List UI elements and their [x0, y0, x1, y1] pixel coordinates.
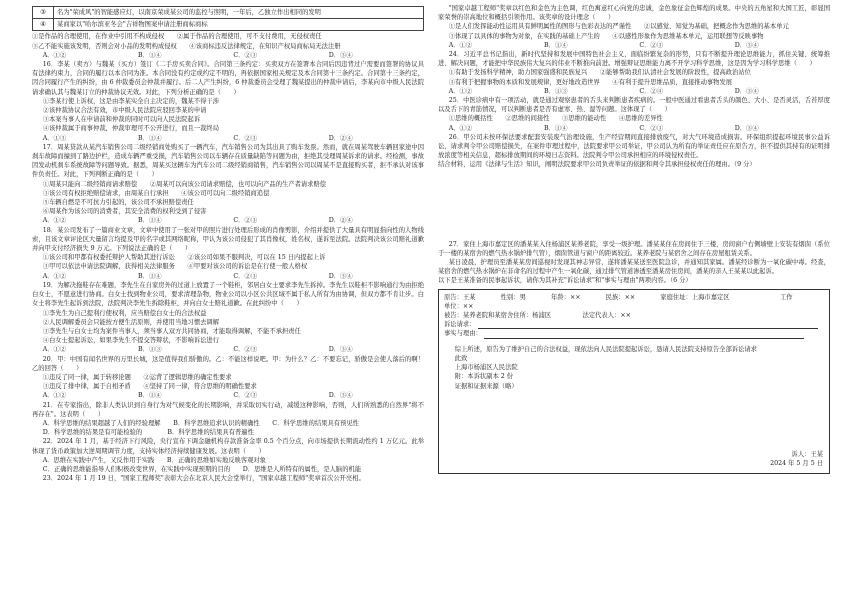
sign-date: 2024 年 5 月 5 日 — [770, 460, 823, 468]
table-row: ④ 某商家以"哈尔滨亚冬会"吉祥物图案申请注册商标商标 — [33, 19, 424, 31]
q23-options: ①是人们发挥能动性运用具有鲜明属性的图形与色彩表达的严谨性 ②以感觉、知觉为基础，把概念作为思维的基本单元 ③体现了以具体的事物为对象，在实践的基础上产生的 ④以感性形象作为思维基本单元，运用联想等反映事物 — [448, 23, 789, 40]
q23-stem: 23．2024 年 1 月 19 日，"国家工程师奖"表彰大会在北京人民大会堂举行，"国家卓越工程师"奖章首次公开亮相。 — [42, 475, 365, 483]
q16-option: ②该仲裁协议合法有效，市中级人民法院应驳回李某的申请 — [42, 107, 207, 115]
facts-blank[interactable] — [484, 331, 804, 339]
plaintiff-line: 原告：王某 性别：男 年龄：×× 民族：×× 家庭住址：上海市嘉定区 工作 — [444, 293, 793, 301]
signer: 诉人：王某 — [791, 451, 823, 459]
q19-stem: 19．为解决拖鞋存在难题，李先生在自家房外的过道上放置了一个鞋柜，邻居白女士要求李先生拆掉。李先生以鞋柜不影响通行为由拒绝白女士，不愿意进行协商。白女士找到物业公司，要求清理杂物，物业公司以小区公共区域不属于私人所有为由协调，但双方都不肯让步。白女士将李先生起诉到法院，法院判决李先生拆除鞋柜，并向白女士赔礼道歉。在此纠纷中（ ） — [32, 281, 424, 308]
q25-stem: 25．中医诊病中有一项活动，就是通过观察患者的舌头来判断患者疾病的。一般中医通过看患者舌头的颜色、大小、是否灵活，舌苔厚度以及舌下的青筋情况，可以判断患者是否有虚寒、热、湿等问题。这体现了（ ） — [438, 97, 830, 114]
q19-option: ③李先生与白女士均为案件当事人，须当事人双方共同协商，才能取得调解，不能不承担责任 — [42, 327, 301, 335]
q24-choices: A．①② B．①③ C．②④ D．③④ — [448, 87, 759, 95]
q16-option: ④该仲裁属于商事仲裁，仲裁审理可不公开进行，而且一裁终局 — [42, 125, 220, 133]
q19-option: ④白女士提起诉讼，如果李先生不提交答辩状，不影响诉讼进行 — [42, 337, 220, 345]
q23-continued: "国家卓越工程师"奖章以红色和金色为主色调，红色寓意红心向党的忠诚，金色象征金色辉煌的成果。中央的五角星和大国工匠，彰显国家荣誉的崇高地位和概括引领作用。该奖章的设计理念（ ） — [438, 5, 830, 22]
answer-space — [438, 170, 830, 240]
q17-choices: A．①② B．①④ C．②③ D．②④ — [42, 217, 353, 225]
q21-options-extra: D．科学思维的结果是有可能检验的 B．科学思维的结果具有普遍性 — [42, 429, 254, 437]
q21-options: A．科学思维的结果超越了人们的经验理解 B．科学思维追求认识的精确性 C．科学思维的结果具有预见性 — [42, 419, 359, 427]
q21-stem: 21．在专家指出，除非人类认识到自身行为对气候变化的长期影响，并采取切实行动，减缓这种影响，否则，人们所熟悉的自然界"将不再存在"。这表明（ ） — [32, 401, 424, 418]
q24-stem: 24．习近平总书记指出，新时代坚持和发展中国特色社会主义，面临纷繁复杂的形势，只有不断提升理论思维能力，抓住关键、统筹推进、解决问题，才能把中华民族伟大复兴的伟业不断推向前进。增强辩证思维能力离不开学习科学思维，这是因为学习科学思维（ ） — [438, 51, 830, 68]
q19-option: ②人民调解委员会只能按方便生活原则，并使用当地习惯去调解 — [42, 318, 220, 326]
closing-salute: 此致 — [454, 354, 468, 362]
q19-option: ①李先生为自己提利行使权利，应当赔偿白女士的合法权益 — [42, 309, 207, 317]
attachment-1: 附：本诉状副本 2 份 — [454, 373, 514, 381]
q27-material-2: 某日凌晨，护理员至潘某某房间巡视时发现其神志异常，遂将潘某某送至医院急诊，并通知其家属。潘某经诊断为一氧化碳中毒。经查，某宿舍的燃气热水锅炉在非命名的过程中产生一氧化碳，通过排气管道渗透至潘某房住房间，潘某的亲人王某某以此起诉。 — [438, 259, 830, 276]
defendant-line: 被告：某养老院和某宿舍住所：杨浦区 法定代表人：×× — [444, 312, 631, 320]
table-row: ③ 名为"荣成风"的智能感应灯，以南京荣成某公司的监控与照明，一年后，乙独立作出相同的发明 — [33, 7, 424, 19]
q22-stem: 22．2024 年 1 月，基于经济下行风险，央行宣布下调金融机构存款准备金率 0.5 个百分点，向市场提供长期流动性约 1 万亿元。此举体现了货币政策加大逆周期调节力度，支持实体经济持续健康发展。这表明（ ） — [32, 438, 424, 455]
q20-options: ①违反了同一律，属于转移论题 ②运背了逻辑思维的确定性要求 ③违反了排中律，属于自相矛盾 ④坚持了同一律，符合思维的明确性要求 — [42, 373, 257, 391]
q24-options: ①有助于发扬科学精神，助力国家强盛和民族复兴 ②能够帮助我们认清社会发展的阶段性，提高政治站位 ③有利于把握事物的本质和发展规律，更好地改造世界 ④有利于提升思维品质，直接推动事物发展 — [448, 69, 751, 86]
q16-choices: A．①③ B．①④ C．②③ D．②④ — [42, 134, 353, 142]
statement-table — [32, 6, 424, 31]
q26-question: 结合材料，运用《法律与生活》知识，阐明法院要求甲公司负责举证的依据和判令其承担侵权责任的理由。（9 分） — [438, 161, 756, 169]
claim-label: 诉讼请求： — [444, 321, 476, 329]
closing-text: 综上所述，原告为了维护自己的合法权益，现依法向人民法院提起诉讼，恳请人民法院支持原告全部诉讼请求 — [454, 345, 757, 353]
q23-choices: A．①② B．①④ C．②③ D．③④ — [448, 41, 759, 49]
q27-task: 以下是王某准备的民事起诉状，请你为其补充"诉讼请求"和"事实与理由"两项内容。（6 分） — [438, 277, 692, 285]
q15-choices: A．①② B．①④ C．②③ D．③④ — [42, 51, 353, 59]
q20-choices: A．①② B．①④ C．②③ D．③④ — [42, 392, 353, 400]
q27-material: 27．家住上海市嘉定区的潘某某入住杨浦区某养老院，享受一级护理。潘某某住在房间住于三楼，房间窗户右侧墙壁上安装有烟囱（系位于一楼的某宿舍的燃气热水锅炉排气管），烟囱管道与窗户的距离较近。某养老院与某宿舍之间存在房屋租赁关系。 — [438, 240, 830, 257]
q25-options: ①思维的概括性 ②思维的间接性 ③思维的能动性 ④思维的差异性 — [448, 115, 663, 123]
q18-choices: A．①② B．①④ C．②③ D．③④ — [42, 272, 353, 280]
q16-option: ③本案当事人在申请前和仲裁的同时可以向人民法院起诉 — [42, 116, 201, 124]
right-column — [438, 4, 830, 474]
q20-stem: 20．甲：中国有闻名世界的万里长城，这是值得我们骄傲的。乙：不能这样说吧。甲：为什么？乙：不要忘记，骄傲是会使人落后的啊！乙的回答（ ） — [32, 355, 424, 372]
q18-options: ①该公司和甲都有权委托辩护人帮助其进行诉讼 ②该公司如果不服判决，可以在 15 日内提起上诉 ③甲可以依法申请法院调解，获得相关法律服务 ④甲要对该公司的诉讼是在行使一般人格权 — [42, 254, 326, 271]
attachment-2: 证据和证据来源（略） — [454, 382, 518, 390]
q25-choices: A．①② B．①④ C．②③ D．③④ — [448, 124, 759, 132]
left-column — [32, 4, 424, 483]
q19-choices: A．①② B．①③ C．②③ D．③④ — [42, 346, 353, 354]
claim-blank[interactable] — [478, 321, 818, 329]
q22-options: A．思维在实践中产生，又反作用于实践 B．正确的思维如实地反映客观对象 C．正确的思维能指导人们积极改变世界，在实践中实现预期的目的 D．思维是人所特有的属性，是人脑的机能 — [42, 456, 362, 473]
complaint-form — [438, 289, 830, 474]
facts-line — [444, 329, 824, 338]
claim-line — [444, 320, 824, 329]
facts-label: 事实与理由： — [444, 330, 482, 338]
q18-stem: 18．某公司发布了一篇商业文章，文章中使用了一张对甲的照片进行处理后形成的肖像剪影，介绍并提供了大量具有明显指向性的人物线索，且该文章评论区大量留言均提及甲的名字或其网络昵称，甲认为该公司侵犯了其肖像权，姓名权，遂诉至法院。法院判决该公司赔礼道歉并向甲支付经济损失 9 万元。下列说法正确的是（ ） — [32, 226, 424, 253]
court-name: 上海市杨浦区人民法院 — [454, 364, 518, 372]
plaintiff-unit: 单位：×× — [444, 302, 474, 310]
q17-options: ①周某只能向二级经销商请求赔偿 ②周某可以向该公司请求赔偿，也可以向产品的生产者请求赔偿 ③该公司有权拒绝赔偿请求，由周某自行承担 ④该公司可以向二级经销商追偿 ⑤车辆自燃是不可抗力引起的，该公司不承担赔偿责任 ⑥周某作为该公司的消费者，其安全消费的权利受到了侵害 — [42, 180, 327, 216]
q16-stem: 16．李某（卖方）与魏某（买方）签订《二手房买卖合同》。合同第三条约定：买卖双方在签署本合同后因违背过户需要而签署的协议具有法律约束力，合同的履行以本合同为准。本合同没有约定或约定不明的，再依据国家相关规定及本合同第十三条约定。合同第十三条约定，因合同履行产生的纠纷，由 6 仲裁委员会仲裁并履行。后二人产生纠纷，6 仲裁委员会受理了魏某提出的仲裁申请后，李某向市中级人民法院请求确认其与魏某订立的仲裁协议无效。对此，下列分析正确的是（ ） — [32, 61, 424, 96]
q17-stem: 17．周某贷款从某汽车销售公司二级经销商处购买了一辆汽车，汽车销售公司为其出具了购车发票。然而，就在周某驾驶车辆回家途中因刹车故障而撞到了路边护栏，造成车辆严重受损，汽车销售公司以车辆存在质量缺陷等问题为由，拒绝其受理周某诉求的请求。经检测，事故因发动机刹车系统故障等问题导致。据悉，周某买这辆车为汽车公司二级经销商销售，汽车销售公司以周某不是直接购买者，拒不承认对该事件负责任。对此，下列判断正确的是（ ） — [32, 143, 424, 179]
signature-block — [770, 450, 823, 468]
q26-material: 26．甲公司未按环保法要求配套安装废气治理设施，生产经营期间直接排放废气，对大气环境造成损害。环保组织提起环境民事公益诉讼，请求判令甲公司赔偿损失，在案件审理过程中，法院要求甲公司举证，甲公司认为所有的举证责任应在原告方，拒不提供其持有的证明排放浓度等相关信息，超标排放期间的环境日志资料。法院判令甲公司承担相应的环境侵权责任。 — [438, 133, 830, 160]
q15-options: ①是作品的合理使用，在作业中引用不构成侵权 ②属于作品的合理使用，可不支付费用，无侵权责任 ③乙不能实施该发明，否则会对小品的发明构成侵权 ④该商标违反法律规定，在知识产权局商标局无法注册 — [32, 33, 341, 50]
q16-option: ①李某行使上诉权，这是由李某实全自主决定的，魏某不得干涉 — [42, 97, 220, 105]
